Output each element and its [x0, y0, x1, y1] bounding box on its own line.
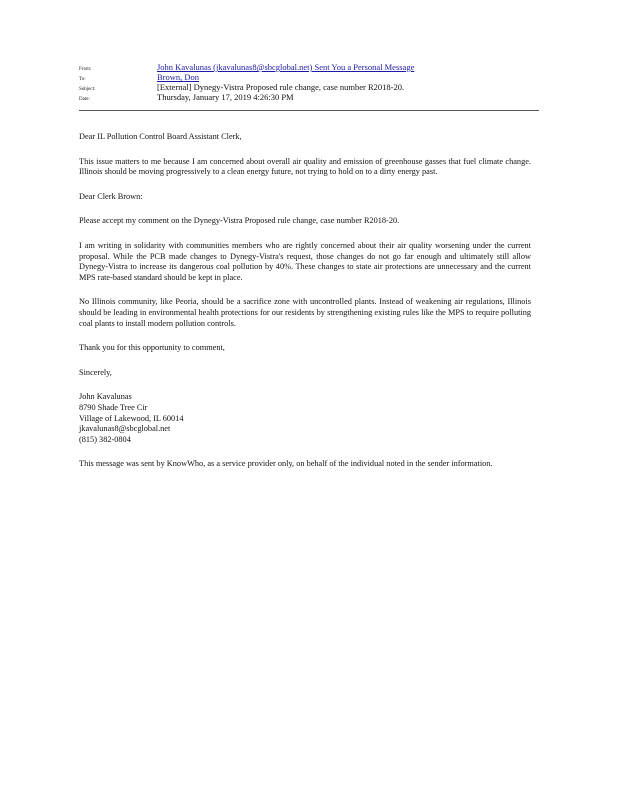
- paragraph-peoria: No Illinois community, like Peoria, should be a sacrifice zone with uncontrolled plants. Instead of weakening air regulations, Illinois should be leading in environmental health protections for our residents by strengthening existing rules like the MPS to require polluting coal plants to install modern pollution controls.: [79, 297, 531, 328]
- from-label: From:: [79, 67, 92, 72]
- footer-note: This message was sent by KnowWho, as a service provider only, on behalf of the individual noted in the sender information.: [79, 459, 493, 469]
- paragraph-solidarity: I am writing in solidarity with communities members who are rightly concerned about their air quality worsening under the current proposal. While the PCB made changes to Dynegy-Vistra's request, those changes do not go far enough and ultimately still allow Dynegy-Vistra to increase its dangerous coal pollution by 40%. These changes to state air protections are unnecessary and the current MPS rate-based standard should be kept in place.: [79, 240, 531, 282]
- paragraph-climate: This issue matters to me because I am concerned about overall air quality and emission of greenhouse gasses that fuel climate change. Illinois should be moving progressively to a clean energy future, not trying to hold on to a dirty energy past.: [79, 156, 531, 177]
- paragraph-accept: Please accept my comment on the Dynegy-Vistra Proposed rule change, case number R2018-20.: [79, 216, 400, 226]
- signature-phone: (815) 382-0804: [79, 434, 131, 444]
- signature-street: 8790 Shade Tree Cir: [79, 402, 148, 412]
- email-body: [79, 132, 531, 484]
- date-value: Thursday, January 17, 2019 4:26:30 PM: [157, 92, 294, 102]
- from-row: [79, 62, 539, 72]
- to-value-link[interactable]: Brown, Don: [157, 72, 200, 82]
- email-header: [79, 62, 539, 102]
- from-value-link[interactable]: John Kavalunas (jkavalunas8@sbcglobal.net) Sent You a Personal Message: [157, 62, 415, 72]
- subject-value: [External] Dynegy-Vistra Proposed rule change, case number R2018-20.: [157, 82, 405, 92]
- signature-email: jkavalunas8@sbcglobal.net: [79, 424, 171, 434]
- signature-name: John Kavalunas: [79, 392, 132, 402]
- to-label: To:: [79, 77, 86, 82]
- date-label: Date:: [79, 97, 90, 102]
- greeting: Dear IL Pollution Control Board Assistant Clerk,: [79, 132, 242, 141]
- signature-block: [79, 392, 531, 445]
- closing-line: Sincerely,: [79, 367, 112, 377]
- header-divider: [79, 110, 539, 111]
- signature-city: Village of Lakewood, IL 60014: [79, 413, 184, 423]
- subject-label: Subject:: [79, 87, 96, 92]
- thanks-line: Thank you for this opportunity to comment,: [79, 343, 225, 353]
- greeting-clerk: Dear Clerk Brown:: [79, 191, 143, 201]
